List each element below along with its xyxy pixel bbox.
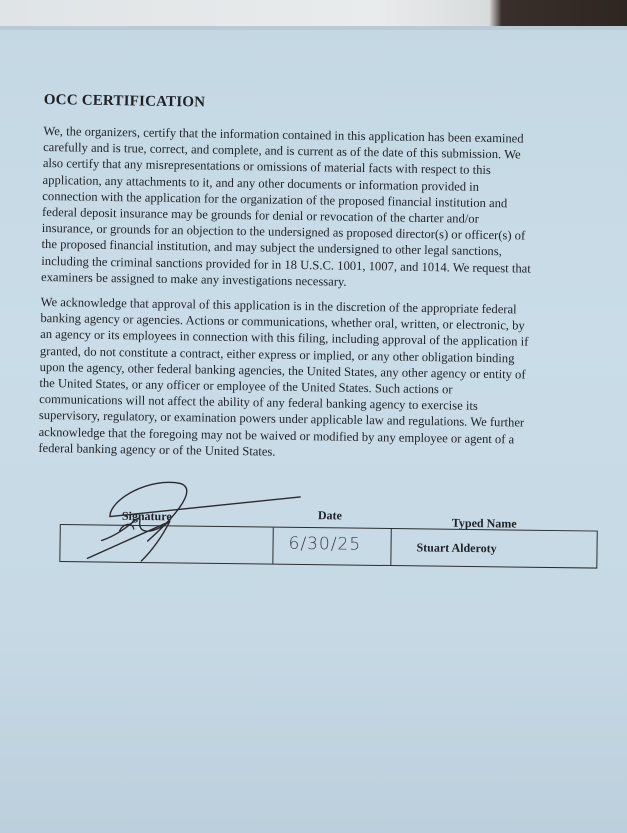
text-line: granted, do not constitute a contract, either express or implied, or any other obligation binding	[39, 343, 515, 366]
acknowledgement-paragraph	[38, 294, 615, 465]
column-divider	[390, 529, 391, 565]
text-line: federal banking agency or of the United States.	[38, 440, 276, 459]
text-line: supervisory, regulatory, or examination powers under applicable law and regulations. We further	[38, 408, 525, 431]
handwritten-date: 6/30/25	[288, 533, 362, 555]
signature-header: Signature	[121, 508, 172, 524]
text-line: carefully and is true, correct, and complete, and is current as of the date of this submission. We	[43, 140, 521, 162]
text-line: also certify that any misrepresentations or omissions of material facts with respect to this	[42, 156, 491, 178]
text-line: acknowledge that the foregoing may not be waived or modified by any employee or agent of a	[38, 424, 515, 447]
signature-table	[59, 508, 600, 575]
text-line: federal deposit insurance may be grounds for denial or revocation of the charter and/or	[42, 205, 479, 226]
certification-document	[38, 92, 619, 465]
text-line: including the criminal sanctions provided for in 18 U.S.C. 1001, 1007, and 1014. We request that	[41, 253, 531, 276]
text-line: the United States, or any officer or employee of the United States. Such actions or	[39, 376, 453, 397]
text-line: insurance, or grounds for an objection to the undersigned as proposed director(s) or officer(s) of	[41, 221, 526, 243]
text-line: upon the agency, other federal banking agencies, the United States, any other agency or entity of	[39, 359, 526, 382]
date-header: Date	[317, 508, 343, 523]
typed-name: Stuart Alderoty	[416, 540, 497, 556]
text-line: the proposed financial institution, and may subject the undersigned to other legal sanctions,	[41, 237, 502, 259]
document-title: OCC CERTIFICATION	[43, 92, 206, 111]
handwritten-signature	[49, 480, 310, 563]
typed-name-header: Typed Name	[451, 515, 517, 531]
text-line: communications will not affect the ability of any federal banking agency to exercise its	[39, 392, 478, 414]
text-line: application, any attachments to it, and any other documents or information provided in	[42, 172, 480, 194]
text-line: examiners be assigned to make any investigations necessary.	[40, 269, 347, 289]
background-surface	[0, 0, 627, 28]
paper-edge	[0, 26, 627, 30]
text-line: We acknowledge that approval of this application is in the discretion of the appropriate federal	[40, 295, 517, 317]
text-line: banking agency or agencies. Actions or communications, whether oral, written, or electronic, by	[40, 311, 525, 333]
text-line: an agency or its employees in connection with this filing, including approval of the application if	[40, 327, 529, 350]
text-line: We, the organizers, certify that the information contained in this application has been examined	[43, 123, 524, 146]
certification-paragraph	[41, 123, 618, 294]
text-line: connection with the application for the organization of the proposed financial institution and	[42, 188, 508, 211]
